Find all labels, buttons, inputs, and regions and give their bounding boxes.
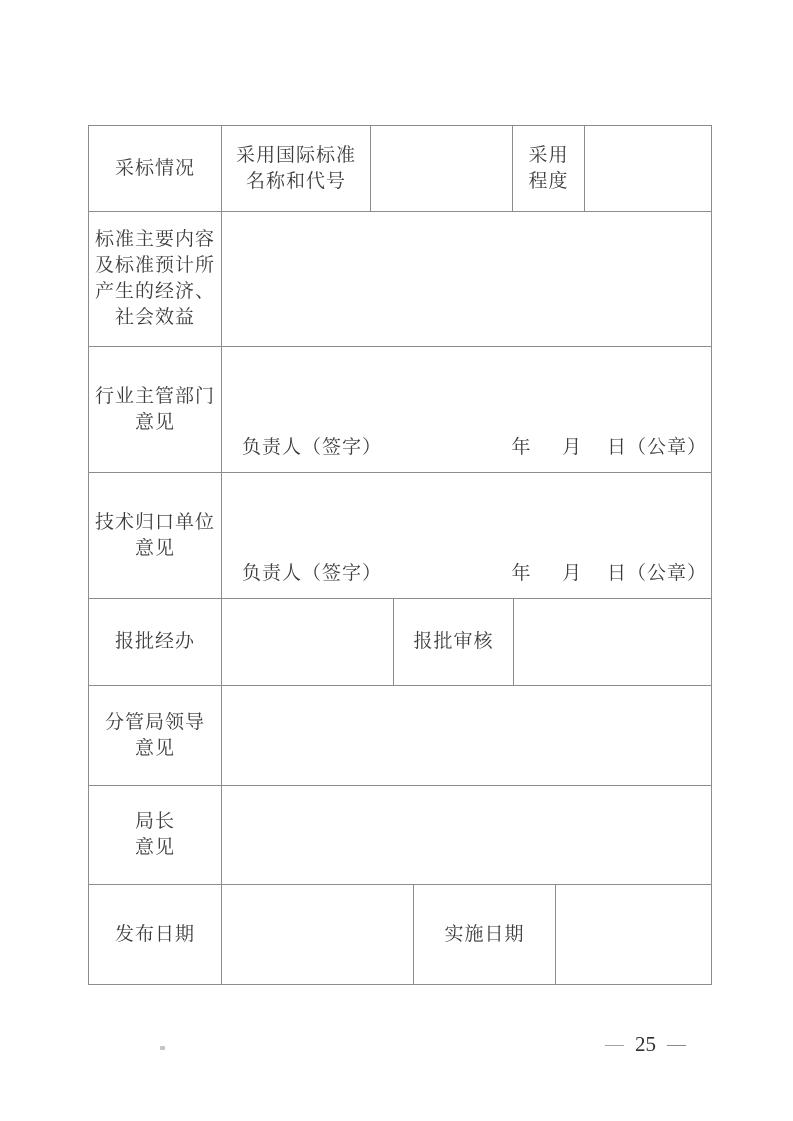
row-industry-dept-opinion (89, 347, 712, 473)
content-benefit-label-cell (89, 212, 222, 347)
tech-unit-opinion-cell (222, 473, 712, 599)
page-number-dash-left: — (605, 1033, 624, 1055)
publish-date-label: 发布日期 (114, 923, 195, 945)
submission-handler-label-cell (89, 599, 222, 686)
adoption-degree-label-cell (513, 126, 585, 212)
submission-handler-label: 报批经办 (114, 631, 195, 652)
submission-reviewer-label: 报批审核 (413, 631, 494, 652)
director-opinion-cell (222, 786, 712, 885)
page-number (605, 1032, 686, 1057)
content-benefit-label-line1: 标准主要内容 (94, 229, 215, 250)
implement-date-label: 实施日期 (444, 923, 525, 945)
content-benefit-label-line2: 及标准预计所 (94, 255, 215, 276)
bureau-leader-label-line1: 分管局领导 (104, 711, 205, 733)
row-content-benefit (89, 212, 712, 347)
intl-standard-label-line1: 采用国际标准 (235, 144, 356, 166)
adoption-degree-value-cell (585, 126, 712, 212)
industry-dept-signature-line (242, 432, 707, 459)
director-label-cell (89, 786, 222, 885)
row-submission (89, 599, 712, 686)
row-tech-unit-opinion (89, 473, 712, 599)
publish-date-label-cell (89, 885, 222, 985)
adoption-degree-label-line1: 采用 (528, 144, 569, 166)
tech-unit-label-line2: 意见 (134, 537, 175, 559)
page-number-dash-right: — (667, 1033, 686, 1055)
publish-date-value-cell (222, 885, 414, 985)
intl-standard-label-line2: 名称和代号 (245, 170, 346, 192)
bureau-leader-opinion-cell (222, 686, 712, 786)
adoption-status-label: 采标情况 (114, 157, 195, 179)
industry-dept-label-line2: 意见 (134, 411, 175, 433)
director-label-line1: 局长 (134, 811, 175, 832)
submission-reviewer-value-cell (514, 599, 712, 686)
industry-dept-opinion-cell (222, 347, 712, 473)
day-seal-label: 日（公章） (606, 437, 707, 458)
bureau-leader-label-cell (89, 686, 222, 786)
adoption-degree-label-line2: 程度 (528, 170, 569, 192)
content-benefit-label-line3: 产生的经济、 (94, 281, 215, 302)
row-adoption-status (89, 126, 712, 212)
day-seal-label: 日（公章） (606, 563, 707, 584)
month-label: 月 (562, 437, 583, 458)
content-benefit-label-line4: 社会效益 (114, 307, 195, 328)
implement-date-label-cell (414, 885, 556, 985)
adoption-status-label-cell (89, 126, 222, 212)
approval-form-table (88, 125, 712, 985)
bureau-leader-label-line2: 意见 (134, 737, 175, 759)
industry-dept-date-line (511, 432, 707, 459)
intl-standard-value-cell (371, 126, 513, 212)
industry-dept-label-line1: 行业主管部门 (94, 385, 215, 407)
tech-unit-signature-line (242, 558, 707, 585)
row-director-opinion (89, 786, 712, 885)
industry-dept-label-cell (89, 347, 222, 473)
scan-speck-artifact (160, 1046, 165, 1050)
implement-date-value-cell (556, 885, 712, 985)
industry-dept-signer-label: 负责人（签字） (242, 437, 383, 458)
row-dates (89, 885, 712, 985)
year-label: 年 (511, 563, 532, 584)
month-label: 月 (562, 563, 583, 584)
page-number-value: 25 (635, 1032, 656, 1056)
tech-unit-label-line1: 技术归口单位 (94, 511, 215, 533)
intl-standard-label-cell (222, 126, 371, 212)
row-bureau-leader-opinion (89, 686, 712, 786)
submission-handler-value-cell (222, 599, 394, 686)
content-benefit-value-cell (222, 212, 712, 347)
director-label-line2: 意见 (134, 837, 175, 858)
tech-unit-signer-label: 负责人（签字） (242, 563, 383, 584)
tech-unit-label-cell (89, 473, 222, 599)
submission-reviewer-label-cell (394, 599, 514, 686)
tech-unit-date-line (511, 558, 707, 585)
year-label: 年 (511, 437, 532, 458)
